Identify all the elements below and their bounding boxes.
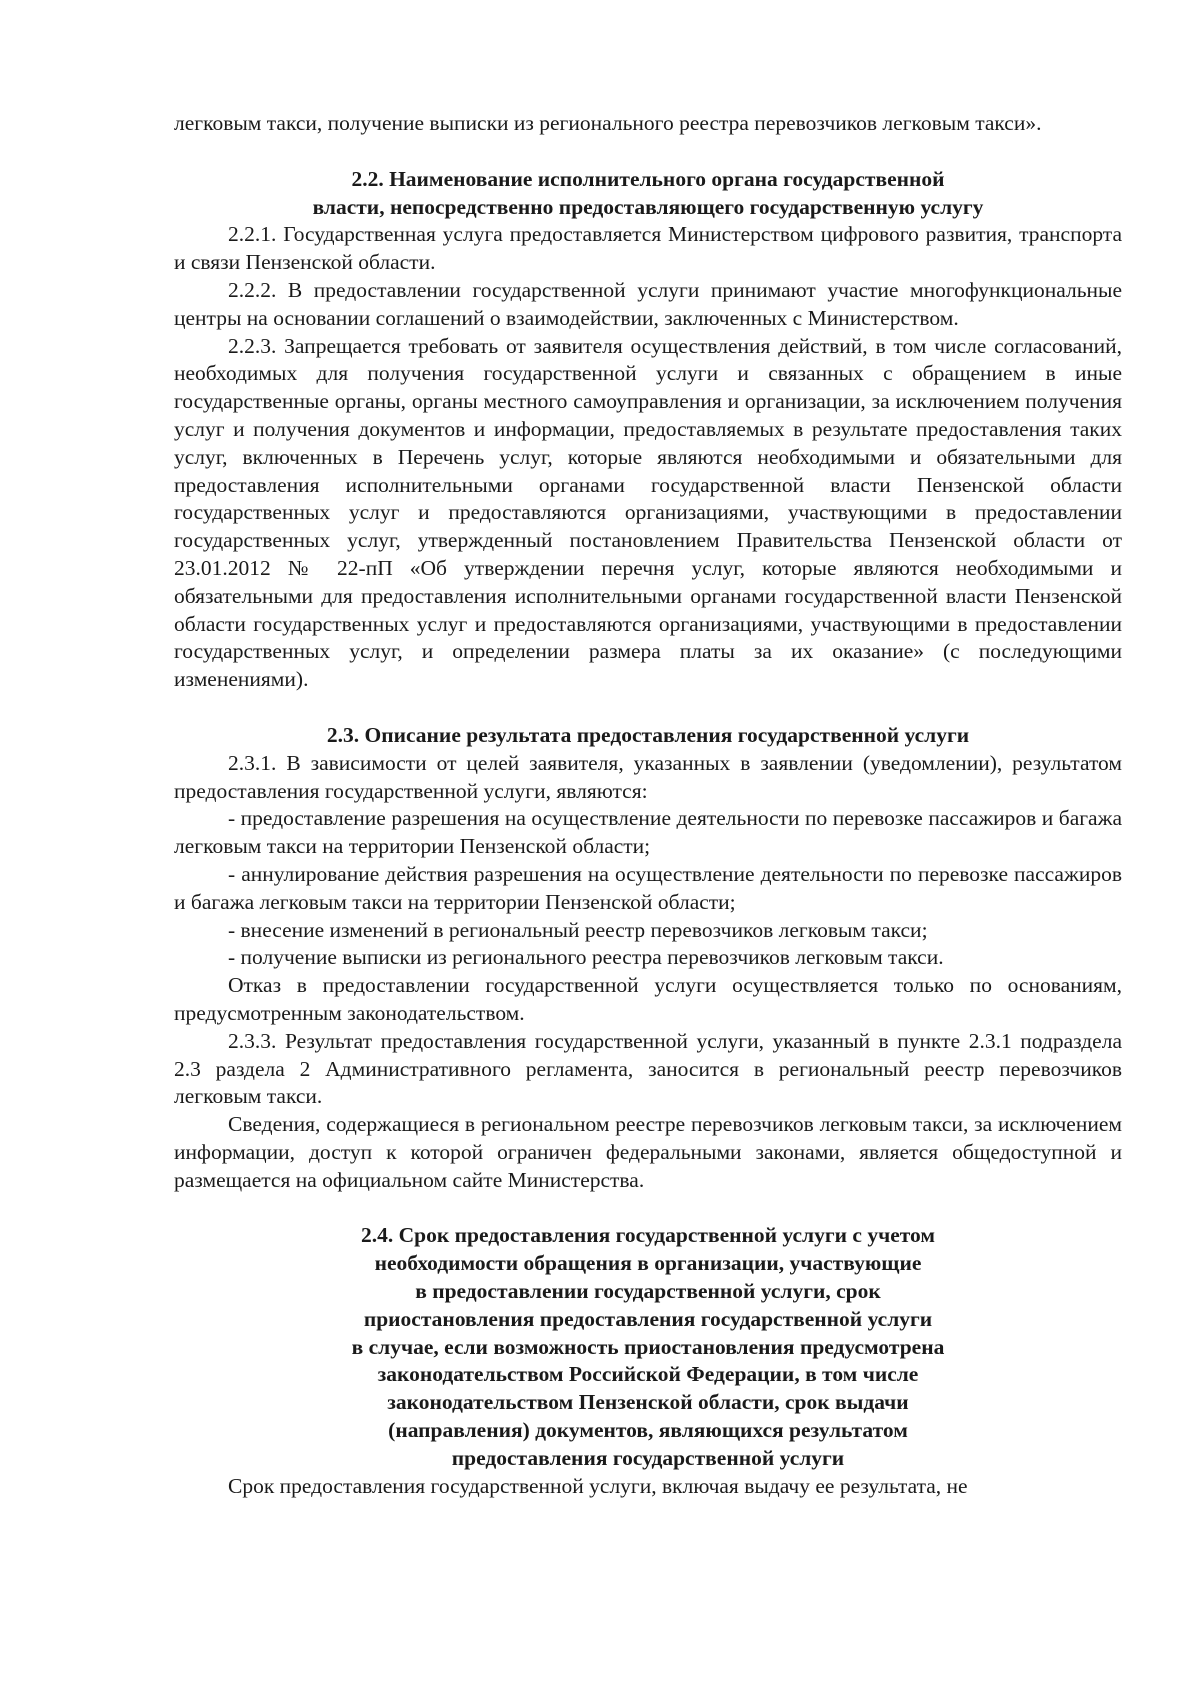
intro-text: легковым такси, получение выписки из регионального реестра перевозчиков легковым такси». (174, 111, 1042, 135)
list-item: - получение выписки из регионального реестра перевозчиков легковым такси. (228, 945, 944, 970)
spacer (174, 138, 1122, 166)
paragraph-2-4-start: Срок предоставления государственной услуги, включая выдачу ее результата, не (228, 1473, 968, 1498)
paragraph-2-2-2: 2.2.2. В предоставлении государственной услуги принимают участие многофункциональные центры на основании соглашений о взаимодействии, заключенных с Министерством. (174, 277, 1122, 330)
spacer (174, 694, 1122, 722)
spacer (174, 1194, 1122, 1222)
section-2-2-heading: 2.2. Наименование исполнительного органа государственной власти, непосредственно предоставляющего государственную услугу (312, 166, 984, 219)
section-2-4-heading: 2.4. Срок предоставления государственной услуги с учетом необходимости обращения в организации, участвующие в предоставлении государственной услуги, срок приостановления предоставления государственной услуги в случае, если возможность приостановления предусмотрена законодательством Российской Федерации, в том числе законодательством Пензенской области, срок выдачи (направления) документов, являющихся результатом предоставления государственной услуги (351, 1223, 945, 1470)
paragraph-2-2-3: 2.2.3. Запрещается требовать от заявителя осуществления действий, в том числе согласований, необходимых для получения государственной услуги и связанных с обращением в иные государственные органы, органы местного самоуправления и организации, за исключением получения услуг и получения документов и информации, предоставляемых в результате предоставления таких услуг, включенных в Перечень услуг, которые являются необходимыми и обязательными для предоставления исполнительными органами государственной власти Пензенской области государственных услуг и предоставляются организациями, участвующими в предоставлении государственных услуг, утвержденный постановлением Правительства Пензенской области от 23.01.2012 № 22-пП «Об утверждении перечня услуг, которые являются необходимыми и обязательными для предоставления исполнительными органами государственной власти Пензенской области государственных услуг и предоставляются организациями, участвующими в предоставлении государственных услуг, и определении размера платы за их оказание» (с последующими изменениями). (174, 333, 1122, 692)
document-page (174, 110, 1122, 1500)
paragraph-registry-info: Сведения, содержащиеся в региональном реестре перевозчиков легковым такси, за исключением информации, доступ к которой ограничен федеральными законами, является общедоступной и размещается на официальном сайте Министерства. (174, 1112, 1122, 1192)
list-item: - внесение изменений в региональный реестр перевозчиков легковым такси; (228, 917, 928, 942)
list-item: - предоставление разрешения на осуществление деятельности по перевозке пассажиров и багажа легковым такси на территории Пензенской области; (174, 806, 1122, 859)
paragraph-2-2-1: 2.2.1. Государственная услуга предоставляется Министерством цифрового развития, транспорта и связи Пензенской области. (174, 222, 1122, 275)
paragraph-2-3-1: 2.3.1. В зависимости от целей заявителя, указанных в заявлении (уведомлении), результатом предоставления государственной услуги, являются: (174, 750, 1122, 803)
section-2-3-heading: 2.3. Описание результата предоставления государственной услуги (326, 722, 970, 747)
list-item: - аннулирование действия разрешения на осуществление деятельности по перевозке пассажиров и багажа легковым такси на территории Пензенской области; (174, 861, 1122, 914)
paragraph-2-3-3: 2.3.3. Результат предоставления государственной услуги, указанный в пункте 2.3.1 подраздела 2.3 раздела 2 Административного регламента, заносится в региональный реестр перевозчиков легковым такси. (174, 1028, 1122, 1109)
paragraph-refusal: Отказ в предоставлении государственной услуги осуществляется только по основаниям, предусмотренным законодательством. (174, 973, 1122, 1025)
